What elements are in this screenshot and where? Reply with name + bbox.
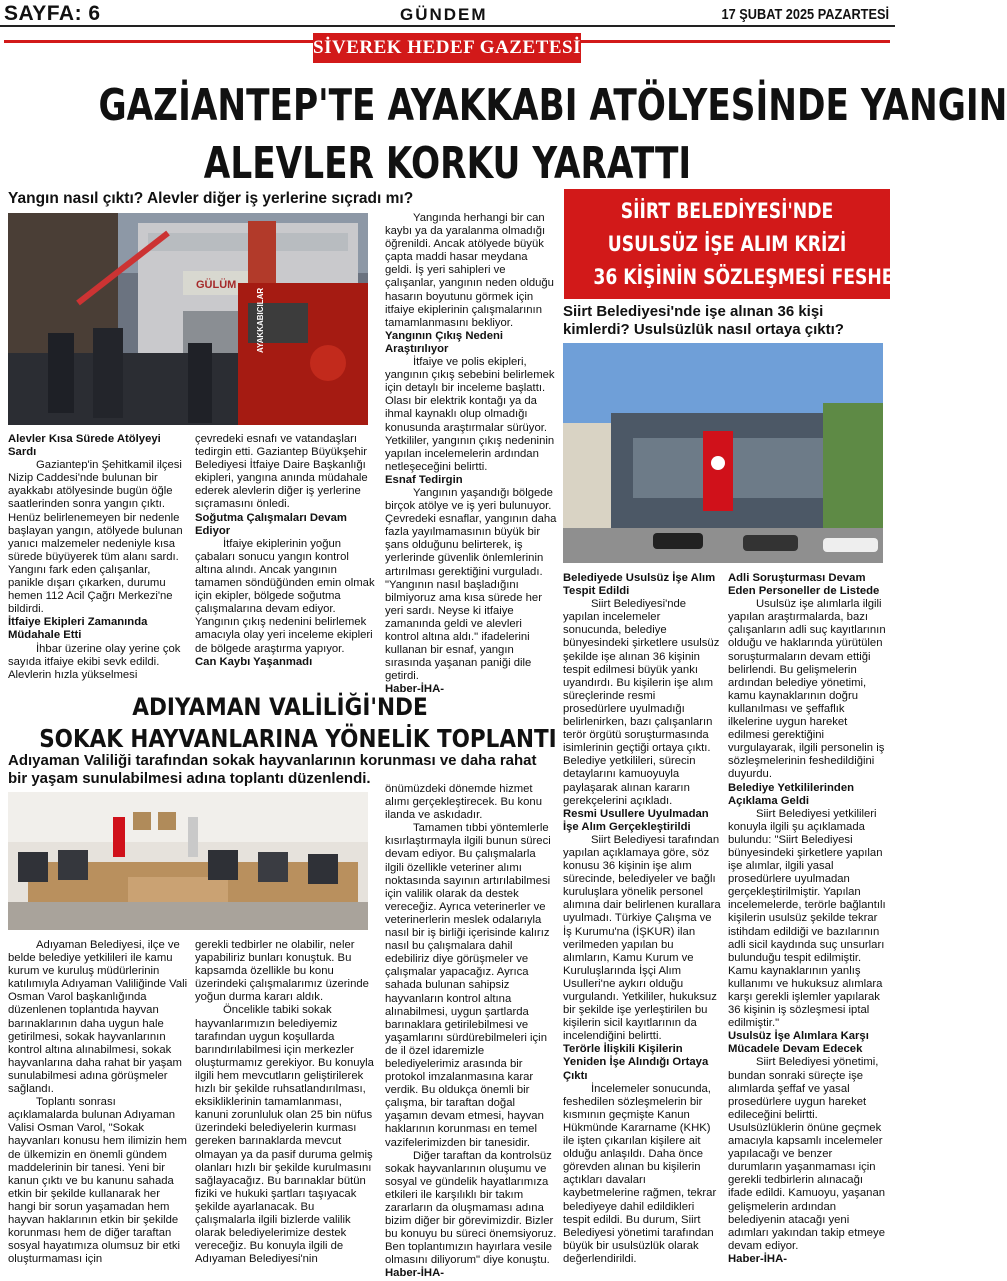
page-number: SAYFA: 6 xyxy=(4,2,101,25)
story1-col2-p2: İtfaiye ekiplerinin yoğun çabaları sonucu yangın kontrol altına alındı. Ancak yangının tamamen söndüğünden emin olmak için ekipler, bölgede soğutma çalışmalarına devam ediyor. Yangının çıkış nedenini belirlemek amacıyla olay yeri inceleme ekipleri de bölgede araştırma yapıyor. xyxy=(195,537,375,655)
story1-col3 xyxy=(385,212,557,696)
story1-headline-line2: ALEVLER KORKU YARATTI xyxy=(203,138,692,189)
story2-col1-p1: Siirt Belediyesi'nde yapılan incelemeler sonucunda, belediye bünyesindeki şirketlere usulsüz şekilde işe alınan 36 kişinin tespit edilmesi büyük yankı uyandırdı. Bu kişilerin işe alım süreçlerinde resmi prosedürlere uyulmadığı belirlenirken, bazı çalışanların terör örgütü soruşturmasında isimlerinin geçtiği ortaya çıktı. Belediye yetkilileri, sürecin detaylarını kamuoyuyla paylaşarak alınan kararın gerekçelerini açıkladı. xyxy=(563,598,720,807)
photo-sign-gulum: GÜLÜM xyxy=(196,279,237,291)
story2-col1-p3: İncelemeler sonucunda, feshedilen sözleşmelerin bir kısmının geçmişte Kanun Hükmünde Kararname (KHK) ile işten çıkarılan kişilere ait olduğu anlaşıldı. Daha önce görevden alınan bu kişilerin açtıkları davaları kaybetmelerine rağmen, tekrar belediyeye dahil edildikleri tespit edildi. Bu durum, Siirt Belediyesi yönetimi tarafından büyük bir usulsüzlük olarak değerlendirildi. xyxy=(563,1082,717,1265)
story2-col2-p2: Siirt Belediyesi yetkilileri konuyla ilgili şu açıklamada bulundu: "Siirt Belediyesi bünyesindeki şirketlere yapılan işe alımlar, ilgili yasal prosedürlere uyulmadan gerçekleştirilmiştir. Yapılan incelemelerde, terörle bağlantılı kişilerin usulsüz şekilde tekrar istihdam edildiği ve bazılarının adli sicil kaydında suç unsurları bulunduğu tespit edilmiştir. Kamu kaynaklarının yanlış kullanımı ve hukuksuz alımlara karşı gerekli işlemler yapılarak 36 kişinin iş sözleşmesi iptal edilmiştir." xyxy=(728,807,886,1030)
story3-col3-end: Haber-İHA- xyxy=(385,1267,444,1280)
newspaper-name: SİVEREK HEDEF GAZETESİ xyxy=(313,33,581,63)
story3-headline-line1: ADIYAMAN VALİLİĞİ'NDE xyxy=(132,693,428,721)
story3-col3-p2: Tamamen tıbbi yöntemlerle kısırlaştırmayla ilgili bunun süreci devam ediyor. Bu çalışmalarla ilgili özellikle veteriner alımı noktasında sayının artırılabilmesi için valilik olarak da destek vereceğiz. Ayrıca veterinerler ve veterinerlerin meslek odalarıyla nasıl bir iş birliği içerisinde kalırız nasıl bu çalışmalara dahil edebiliriz diye görüşmeler ve çalışmalar yapacağız. Ayrıca sahada bulunan sahipsiz hayvanların kontrol altına alınabilmesi, uygun şartlarda barınaklara getirilebilmesi ve yaşamlarını sürdürebilmeleri için de il özel idaremizle belediyelerimiz arasında bir protokol imzalanmasına karar verdik. Bu oldukça önemli bir çalışma, bir taraftan doğal yaşamın devam etmesi, hayvan haklarının korunması en temel vazifelerimizden bir tanesidir. xyxy=(385,822,551,1149)
story2-col2-end: Haber-İHA- xyxy=(728,1252,787,1265)
story3-col2-p1: gerekli tedbirler ne olabilir, neler yapabiliriz bunları konuştuk. Bu kapsamda özellikle bu konu üzerindeki çalışmalarımız üzerinde yoğun durma kararı aldık. xyxy=(195,939,369,1004)
story2-headline-line1: SİİRT BELEDİYESİ'NDE xyxy=(620,199,834,223)
story3-col3 xyxy=(385,783,557,1281)
story1-col1 xyxy=(8,433,188,682)
story2-col2-h3: Usulsüz İşe Alımlara Karşı Mücadele Devam Edecek xyxy=(728,1030,869,1056)
story3-subhead: Adıyaman Valiliği tarafından sokak hayvanlarının korunması ve daha rahat bir yaşam sunulabilmesi adına toplantı düzenlendi. xyxy=(8,752,537,787)
story2-col2 xyxy=(728,572,888,1266)
story3-col2-p2: Öncelikle tabiki sokak hayvanlarımızın belediyemiz tarafından uygun koşullarda barındırılabilmesi için merkezler oluşturmamız gerekiyor. Bu konuyla ilgili hem mevcutların geliştirilerek hızlı bir şekilde ruhsatlandırılması, eksikliklerinin tamamlanması, kanuni zorunluluk olan 25 bin nüfus üzerindeki belediyelerin kurması gereken barınaklarda mevcut olmayan ya da pasif duruma gelmiş olanları hızlı bir şekilde kurulmasını sağlayacağız. Bu barınaklar bütün fiziki ve hukuki şartları taşıyacak şekilde ayarlanacak. Bu çalışmalarla ilgili bizlerde valilik olarak belediyelerimize destek vereceğiz. Bu konuyla ilgili de Adıyaman Belediyesi'nin xyxy=(195,1004,374,1266)
story2-col1-h2: Resmi Usullere Uyulmadan İşe Alım Gerçekleştirildi xyxy=(563,807,709,833)
story2-col1-p2: Siirt Belediyesi tarafından yapılan açıklamaya göre, söz konusu 36 kişinin işe alım sürecinde, belediyeler ve bağlı kuruluşlara yönelik personel alımına dair belirlenen kurallara uyulmadı. Türkiye Çalışma ve İş Kurumu'na (İŞKUR) ilan verilmeden yapılan bu alımların, Kamu Kurum ve Kuruluşlarında İşçi Alım Usulleri'ne aykırı olduğu vurgulandı. Yetkililer, hukuksuz bir şekilde işe yerleştirilen bu kişilerin sicil kayıtlarının da incelendiğini belirtti. xyxy=(563,833,721,1043)
story3-col1-p1: Adıyaman Belediyesi, ilçe ve belde belediye yetkilileri ile kamu kurum ve kuruluş müdürlerinin katılımıyla Adıyaman Valiliğinde Vali Osman Varol başkanlığında düzenlenen toplantıda hayvan barınaklarının daha uygun hale getirilmesi, sokak hayvanlarının kontrol altına alınabilmesi, sokak hayvanlarına daha rahat bir yaşam sunulabilmesi adına görüşmeler sağlandı. xyxy=(8,939,188,1096)
story2-col1 xyxy=(563,572,721,1266)
story2-headline-line3: 36 KİŞİNİN SÖZLEŞMESİ FESHEDİLDİ xyxy=(593,265,946,289)
story2-col2-h1: Adli Soruşturması Devam Eden Personeller de Listede xyxy=(728,572,880,598)
story1-col1-p1: Gaziantep'in Şehitkamil ilçesi Nizip Caddesi'nde bulunan bir ayakkabı atölyesinde bugün öğle saatlerinden sonra yangın çıktı. Henüz belirlenemeyen bir nedenle başlayan yangın, atölyede bulunan yanıcı malzemeler nedeniyle kısa sürede büyüyerek tüm alanı sardı. Yangını fark eden çalışanlar, panikle dışarı çıkarken, durumu hemen 112 Acil Çağrı Merkezi'ne bildirdi. xyxy=(8,459,183,616)
story1-col2-p1: çevredeki esnafı ve vatandaşları tedirgin etti. Gaziantep Büyükşehir Belediyesi İtfaiye Daire Başkanlığı ekipleri, yangına anında müdahale ederek alevlerin diğer iş yerlerine sıçramasını önledi. xyxy=(195,433,368,511)
story3-col2 xyxy=(195,939,375,1266)
story1-col2 xyxy=(195,433,375,669)
story1-subhead: Yangın nasıl çıktı? Alevler diğer iş yerlerine sıçradı mı? xyxy=(8,190,414,207)
fire-photo xyxy=(8,213,368,425)
story1-headline-line1: GAZİANTEP'TE AYAKKABI ATÖLYESİNDE YANGIN xyxy=(98,80,1007,131)
story2-headline-line2: USULSÜZ İŞE ALIM KRİZİ xyxy=(607,232,847,256)
story2-col1-h1: Belediyede Usulsüz İşe Alım Tespit Edildi xyxy=(563,572,716,598)
masthead-bar xyxy=(0,0,895,27)
story2-col2-p3: Siirt Belediyesi yönetimi, bundan sonraki süreçte işe alımlarda şeffaf ve yasal prosedürlere uygun hareket edileceğini belirtti. Usulsüzlüklerin önüne geçmek amacıyla kapsamlı incelemeler yapılacağı ve benzer durumların yaşanmaması için gerekli tedbirlerin alınacağı ifade edildi. Kamuoyu, yaşanan gelişmelerin ardından belediyenin atacağı yeni adımları yakından takip etmeye devam ediyor. xyxy=(728,1056,886,1252)
story1-col3-h1: Yangının Çıkış Nedeni Araştırılıyor xyxy=(385,329,504,355)
issue-date: 17 ŞUBAT 2025 PAZARTESİ xyxy=(721,6,889,23)
meeting-photo xyxy=(8,792,368,930)
story1-col2-h2: Can Kaybı Yaşanmadı xyxy=(195,655,313,668)
story1-col3-p3: Yangının yaşandığı bölgede birçok atölye ve iş yeri bulunuyor. Çevredeki esnaflar, yangının daha fazla yayılmamasının büyük bir şans olduğunu belirterek, iş yerlerinde güvenlik önlemlerinin artırılması gerektiğini vurguladı. "Yangının nasıl başladığını bilmiyoruz ama kısa sürede her yeri sardı. Neyse ki itfaiye zamanında geldi ve alevleri kontrol altına aldı." ifadelerini kullanan bir esnaf, yangın sırasında yaşanan paniği dile getirdi. xyxy=(385,486,557,683)
story1-col1-h1: Alevler Kısa Sürede Atölyeyi Sardı xyxy=(8,433,161,459)
story2-headline-box xyxy=(564,189,946,299)
story1-col3-end: Haber-İHA- xyxy=(385,683,444,696)
story3-col3-p3: Diğer taraftan da kontrolsüz sokak hayvanlarının oluşumu ve sosyal ve gündelik hayatlarımıza etkileri ile karşılıklı bir takım zararların da oluşmaması adına bizim diğer bir görevimizdir. Bizler bu konuyu bu süreci önemsiyoruz. Ben toplantımızın hayırlara vesile olmasını diliyorum" diye konuştu. xyxy=(385,1149,557,1267)
story3-headline-line2: SOKAK HAYVANLARINA YÖNELİK TOPLANTI xyxy=(39,724,557,753)
story3-col1 xyxy=(8,939,188,1266)
story2-col1-h3: Terörle İlişkili Kişilerin Yeniden İşe Alındığı Ortaya Çıktı xyxy=(563,1043,709,1082)
story3-col1-p2: Toplantı sonrası açıklamalarda bulunan Adıyaman Valisi Osman Varol, "Sokak hayvanları konusu hem ilimizin hem de ülkemizin en önemli gündem maddelerinin bir tanesi. Yeni bir kanun çıktı ve bu kanunu sahada etkin bir şekilde kullanarak her hangi bir sorun yaşamadan hem hayvan haklarının etkin bir şekilde korunması hem de diğer taraftan sosyal hayatımıza olumsuz bir etki oluşturmaması için xyxy=(8,1096,187,1266)
story1-col2-h1: Soğutma Çalışmaları Devam Ediyor xyxy=(195,511,347,537)
photo-sign-ayakkabicilar: AYAKKABICILAR xyxy=(256,287,265,353)
story2-subhead: Siirt Belediyesi'nde işe alınan 36 kişi kimlerdi? Usulsüzlük nasıl ortaya çıktı? xyxy=(563,303,844,338)
story2-col2-p1: Usulsüz işe alımlarla ilgili yapılan araştırmalarda, bazı çalışanların adli suç kayıtlarının olduğu ve haklarında yürütülen soruşturmaların devam ettiği belirlendi. Bu gelişmelerin ardından belediye yönetimi, kamu kaynaklarının doğru kullanılması ve şeffaflık ilkelerine uygun hareket edilmesi gerektiğini vurgulayarak, ilgili personelin iş sözleşmelerinin feshedildiğini duyurdu. xyxy=(728,598,886,781)
story1-col1-h2: İtfaiye Ekipleri Zamanında Müdahale Etti xyxy=(8,616,148,642)
story2-col2-h2: Belediye Yetkililerinden Açıklama Geldi xyxy=(728,781,854,807)
story1-col3-h2: Esnaf Tedirgin xyxy=(385,473,463,486)
story1-col3-p1: Yangında herhangi bir can kaybı ya da yaralanma olmadığı öğrenildi. Ancak atölyede büyük çapta maddi hasar meydana geldi. İş yeri sahipleri ve çalışanlar, yangının neden olduğu hasarın boyutunu görmek için itfaiye ekiplerinin çalışmalarının tamamlanmasını bekliyor. xyxy=(385,212,554,329)
story3-col3-p1: önümüzdeki dönemde hizmet alımı gerçekleştirecek. Bu konu ilanda ve askıdadır. xyxy=(385,783,542,822)
story1-col3-p2: İtfaiye ve polis ekipleri, yangının çıkış sebebini belirlemek için detaylı bir inceleme başlattı. Olası bir elektrik kontağı ya da ihmal kaynaklı olup olmadığı konusunda araştırmalar sürüyor. Yetkililer, yangının çıkış nedeninin yapılan incelemelerin ardından netleşeceğini belirtti. xyxy=(385,356,555,473)
story1-col1-p2: İhbar üzerine olay yerine çok sayıda itfaiye ekibi sevk edildi. Alevlerin hızla yükselmesi xyxy=(8,642,181,681)
section-title: GÜNDEM xyxy=(400,5,488,24)
municipality-photo xyxy=(563,343,883,563)
